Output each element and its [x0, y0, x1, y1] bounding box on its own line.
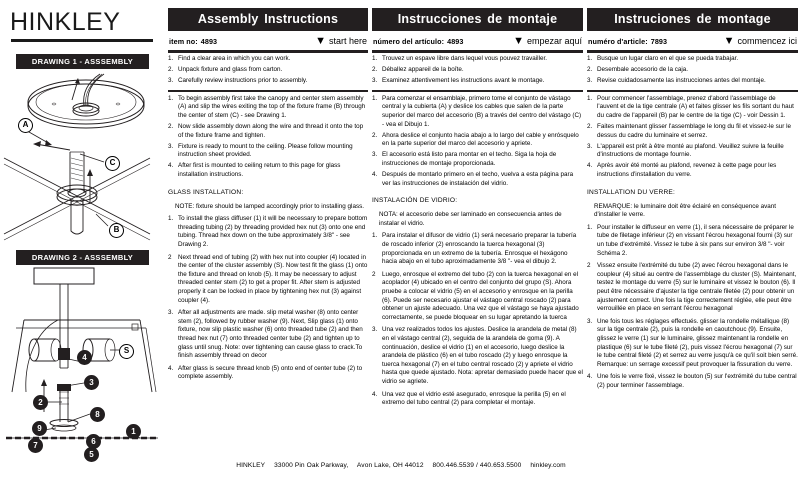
list-item: 3. Examinez attentivement les instructions avant le montage. [372, 77, 545, 85]
start-here-label-es: empezar aquí [526, 36, 582, 46]
column-french [587, 8, 798, 448]
list-item: 2 Vissez ensuite l'extrémité du tube (2) avec l'écrou hexagonal dans le coupleur (4) situé au centre de l'assemblage du cluster (S). Maintenant, testez le montage du verre (5) sur le luminaire et vissez le bouton (6). Il peut être nécessaire d'ajuster la tige centrale filetée (2) pour obtenir un ajustement correct. Une fois la tige correctement réglée, elle peut être verrouillée en place en serrant l'écrou hexagonal [587, 262, 797, 313]
list-item: 2. Unpack fixture and glass from carton. [168, 66, 283, 74]
divider-top-en [168, 50, 368, 53]
list-item: 1. Pour commencer l'assemblage, prenez d'abord l'assemblage de l'auvent et de la tige centrale (A) et faites glisser les fils sortant du haut du cadre de l'appareil (B) par le centre de la tige (C) - voir Dessin 1. [587, 94, 794, 119]
callout-a: A [18, 118, 33, 133]
item-label-en: item no: [169, 36, 198, 46]
column-english [168, 8, 368, 448]
divider-mid-en [168, 90, 368, 93]
title-assembly-instructions-fr: Instruciones de montage [587, 8, 798, 31]
divider-mid-fr [587, 90, 798, 93]
item-label-fr: numéro d'article: [588, 36, 648, 46]
footer-phone: 800.446.5539 / 440.653.5500 [432, 462, 522, 469]
prep-steps-en [168, 55, 368, 86]
list-item: 2 Luego, enrosque el extremo del tubo (2) con la tuerca hexagonal en el acoplador (4) ubicado en el centro del conjunto del grupo (S). Ahora pruebe a colocar el vidrio (5) en el accesorio y enrosque en la perilla (6). Puede ser necesario ajustar el vástago central roscado (2) para obtener un ajuste adecuado. Una vez que el vástago se haya ajustado correctamente, se puede bloquear en su lugar apretando la tuerca [372, 270, 579, 321]
prep-steps-es [372, 55, 583, 86]
list-item: 4. After glass is secure thread knob (5) onto end of center tube (2) to complete assembly. [168, 364, 363, 381]
list-item: 2. Ahora deslice el conjunto hacia abajo a lo largo del cable y enrósquelo en la parte superior del marco del accesorio y apriete. [372, 131, 579, 148]
callout-c: C [105, 156, 120, 171]
column-spanish [372, 8, 583, 448]
callout-2: 2 [33, 395, 48, 410]
start-here-label-en: start here [328, 36, 367, 46]
assembly-steps-fr [587, 95, 798, 180]
divider-top-fr [587, 50, 798, 53]
item-row-es [372, 36, 583, 46]
list-item: 1. Find a clear area in which you can work. [168, 55, 291, 62]
list-item: 1. To install the glass diffuser (1) it will be necessary to prepare bottom threading tubing (2) by threading provided hex nut (3) onto one end tubing. Thread hex down on the tube approximately 3/8" - see Drawing 2. [168, 215, 368, 248]
glass-heading-fr: INSTALLATION DU VERRE: [587, 188, 676, 196]
list-item: 4. Después de montarlo primero en el techo, vuelva a esta página para ver las instrucciones de instalación del vidrio. [372, 171, 574, 187]
list-item: 2 Next thread end of tubing (2) with hex nut into coupler (4) located in the center of the cluster assembly (S). Now test fit the glass (1) onto the fixture and thread on knob (5). It may be necessary to adjust threaded center stem (2) to get a proper fit. After stem is adjusted properly it can be locked in place by tightening hex nut (3) against coupler (4). [168, 253, 368, 304]
list-item: 1. To begin assembly first take the canopy and center stem assembly (A) and slip the wires exiting the top of the fixture frame (B) through the center of stem (C) - see Drawing 1. [168, 94, 366, 119]
list-item: 3. L'appareil est prêt à être monté au plafond. Veuillez suivre la feuille d'instructions de montage fournie. [587, 142, 784, 159]
list-item: 1. Para instalar el difusor de vidrio (1) será necesario preparar la tubería de roscado inferior (2) enroscando la tuerca hexagonal (3) proporcionada en un extremo de la tubería. Enrosque el hexágono hacia abajo en el tubo aproximadamente 3/8 "- vea el dibujo 2. [372, 232, 577, 266]
list-item: 4. Una vez que el vidrio esté asegurado, enrosque la perilla (5) en el extremo del tubo central (2) para completar el montaje. [372, 390, 566, 407]
drawing-1-illustration [0, 66, 166, 246]
callout-6: 6 [86, 434, 101, 449]
drawing-2-illustration [0, 262, 166, 459]
footer-address: 33000 Pin Oak Parkway, [274, 462, 349, 469]
glass-note-en: NOTE: fixture should be lamped accordingly prior to installing glass. [175, 202, 364, 210]
list-item: 3. Une fois tous les réglages effectués. glisser la rondelle métallique (8) sur la tige centrale (2), puis la rondelle en caoutchouc (9). Ensuite, glissez le verre (1) sur le luminaire, glissez maintenant la rondelle en plastique (6) sur le tube fileté (2), puis vissez l'écrou hexagonal (7) sur le tube central fileté (2) et serrez au verre jusqu'à ce qu'il soit bien serré. Remarque: un serrage excessif peut provoquer la fissuration du verre. [587, 317, 798, 368]
list-item: 3. After all adjustments are made. slip metal washer (8) onto center stem (2), followed by rubber washer (9). Next, Slip glass (1) onto fixture, now slip plastic washer (6) onto threaded tube (2) and then thread hex nut (7) onto threaded center tube (2) and tighten up to glass until snug. Note: over tightening can cause glass to crack.To finish assembly thread on decor [168, 309, 363, 360]
item-label-es: número del artículo: [373, 36, 445, 46]
glass-note-es: NOTA: el accesorio debe ser laminado en consecuencia antes de instalar el vidrio. [379, 211, 562, 227]
list-item: 4. After first is mounted to ceiling return to this page for glass installation instructions. [168, 162, 341, 179]
down-arrow-icon: ▼ [513, 34, 524, 47]
list-item: 1. Pour installer le diffuseur en verre (1), il sera nécessaire de préparer le tube de filetage inférieur (2) en vissant l'écrou hexagonal fourni (3) sur un tube d'extrémité. Vissez le tube à six pans sur environ 3/8 "- voir Schéma 2. [587, 223, 794, 257]
glass-note-fr: REMARQUE: le luminaire doit être éclairé en conséquence avant d'installer le verre. [594, 202, 777, 219]
list-item: 2. Déballez appareil de la boîte. [372, 66, 464, 74]
brand-logo: HINKLEY [10, 8, 121, 36]
start-here-en [315, 36, 367, 46]
footer-website[interactable]: hinkley.com [530, 462, 566, 469]
down-arrow-icon: ▼ [723, 34, 735, 47]
drawing-1-svg [0, 66, 166, 246]
item-row-en [168, 36, 368, 46]
callout-4: 4 [77, 350, 92, 365]
item-number-en [169, 37, 217, 46]
list-item: 2. Now slide assembly down along the wire and thread it onto the top of the fixture frame and tighten. [168, 123, 364, 139]
start-here-label-fr: commencez ici [737, 36, 797, 46]
callout-1: 1 [126, 424, 141, 439]
list-item: 1. Trouvez un espave libre dans lequel vous pouvez travailler. [372, 55, 547, 62]
list-item: 3. Fixture is ready to mount to the ceiling. Please follow mounting instruction sheet provided. [168, 142, 353, 159]
list-item: 3. Carefully review instructions prior to assembly. [168, 77, 308, 85]
list-item: 3. El accesorio está listo para montar en el techo. Siga la hoja de instrucciones de montaje proporcionada. [372, 151, 557, 167]
title-assembly-instructions-es: Instrucciones de montaje [372, 8, 583, 31]
assembly-steps-en [168, 95, 368, 180]
footer-city: Avon Lake, OH 44012 [356, 462, 424, 469]
item-number-fr [588, 37, 667, 46]
glass-steps-en [168, 215, 368, 382]
callout-7: 7 [28, 438, 43, 453]
callout-9: 9 [32, 421, 47, 436]
assembly-steps-es [372, 95, 583, 188]
callout-5: 5 [84, 447, 99, 462]
down-arrow-icon: ▼ [315, 34, 326, 47]
list-item: 4. Une fois le verre fixé, vissez le bouton (5) sur l'extrémité du tube central (2) pour terminer l'assemblage. [587, 373, 797, 389]
divider-top-es [372, 50, 583, 53]
drawings-panel [0, 0, 166, 487]
list-item: 1. Busque un lugar claro en el que se pueda trabajar. [587, 55, 739, 62]
glass-steps-fr [587, 224, 798, 391]
list-item: 2. Faites maintenant glisser l'assemblage le long du fil et vissez-le sur le dessus du cadre du luminaire et serrez. [587, 123, 792, 139]
glass-heading-en: GLASS INSTALLATION: [168, 188, 244, 196]
list-item: 3. Revise cuidadosamente las instrucciones antes del montaje. [587, 77, 766, 85]
callout-b: B [109, 223, 124, 238]
list-item: 3. Una vez realizados todos los ajustes. Deslice la arandela de metal (8) en el vástago central (2), seguida de la arandela de goma (9). A continuación, deslice el vidrio (1) en el accesorio, luego deslice la arandela de plástico (6) en el tubo roscado (2) y luego enrosque la tuerca hexagonal (7) en el tubo central roscado (2) y apriete el vidrio hasta que quede ajustado. Nota: apretar demasiado puede hacer que el vidrio se agriete. [372, 326, 583, 385]
footer-brand: HINKLEY [236, 462, 266, 469]
drawing-2-label: DRAWING 2 - ASSSEMBLY [16, 250, 149, 265]
footer [0, 462, 802, 469]
brand-underline [11, 39, 153, 42]
callout-s: S [119, 344, 134, 359]
divider-mid-es [372, 90, 583, 93]
glass-heading-es: INSTALACIÓN DE VIDRIO: [372, 197, 458, 205]
list-item: 2. Desembale accesorio de la caja. [587, 66, 689, 74]
prep-steps-fr [587, 55, 798, 86]
start-here-es [513, 36, 582, 46]
item-number-es [373, 37, 463, 46]
drawing-1-label: DRAWING 1 - ASSSEMBLY [16, 54, 149, 69]
glass-steps-es [372, 232, 583, 407]
callout-8: 8 [90, 407, 105, 422]
title-assembly-instructions-en: Assembly Instructions [168, 8, 368, 31]
item-value-en: 4893 [200, 36, 218, 46]
start-here-fr [724, 36, 797, 46]
item-value-es: 4893 [447, 36, 464, 46]
item-value-fr: 7893 [650, 36, 668, 46]
callout-3: 3 [84, 375, 99, 390]
item-row-fr [587, 36, 798, 46]
list-item: 4. Après avoir été monté au plafond, revenez à cette page pour les instructions d'installation du verre. [587, 162, 777, 179]
list-item: 1. Para comenzar el ensamblaje, primero tome el conjunto de vástago central y la cubierta (A) y deslice los cables que salen de la parte superior del marco del accesorio (B) a través del centro del vástago (C) - vea el Dibujo 1. [372, 94, 582, 128]
